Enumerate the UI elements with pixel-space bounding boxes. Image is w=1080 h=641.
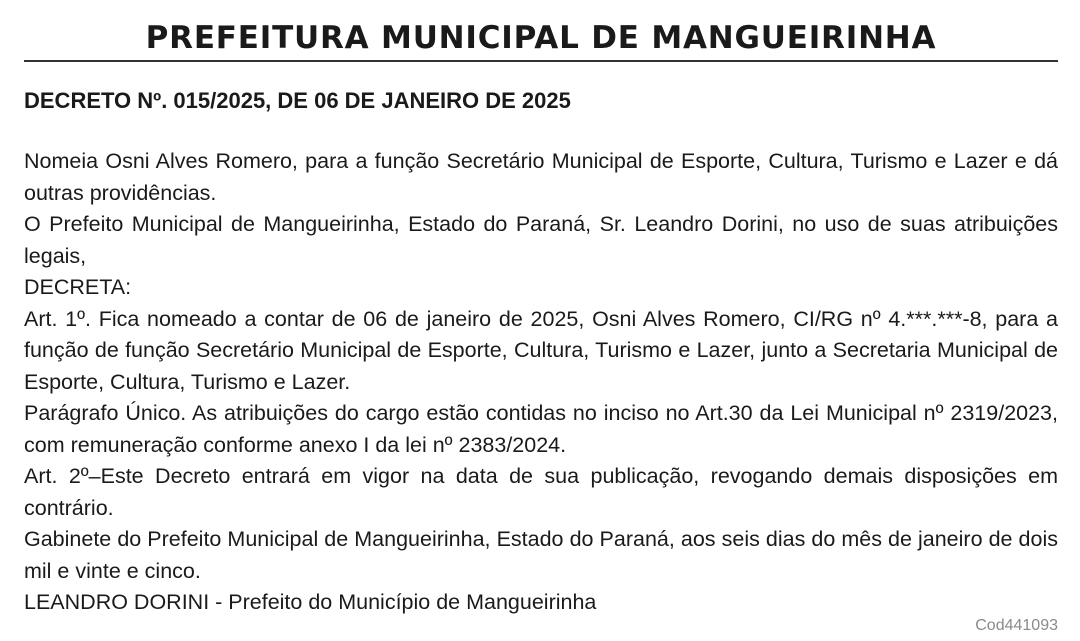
decree-article-1: Art. 1º. Fica nomeado a contar de 06 de janeiro de 2025, Osni Alves Romero, CI/RG nº 4.***.***-8, para a função de função Secretário Municipal de Esporte, Cultura, Turismo e Lazer, junto a Secretaria Municipal de Esporte, Cultura, Turismo e Lazer. [24,306,1058,394]
decree-signature: LEANDRO DORINI - Prefeito do Município de Mangueirinha [24,590,597,614]
decree-decreta: DECRETA: [24,275,132,299]
decree-title: DECRETO Nº. 015/2025, DE 06 DE JANEIRO DE 2025 [24,88,571,113]
decree-article-2: Art. 2º–Este Decreto entrará em vigor na data de sua publicação, revogando demais disposições em contrário. [24,464,1058,520]
document-code: Cod441093 [975,617,1058,634]
page-title: PREFEITURA MUNICIPAL DE MANGUEIRINHA [145,20,937,56]
decree-summary: Nomeia Osni Alves Romero, para a função Secretário Municipal de Esporte, Cultura, Turismo e Lazer e dá outras providências. [24,149,1058,205]
decree-closing: Gabinete do Prefeito Municipal de Mangueirinha, Estado do Paraná, aos seis dias do mês de janeiro de dois mil e vinte e cinco. [24,527,1058,583]
page-header [24,10,1058,62]
decree-preamble: O Prefeito Municipal de Mangueirinha, Estado do Paraná, Sr. Leandro Dorini, no uso de suas atribuições legais, [24,212,1058,268]
decree-sole-paragraph: Parágrafo Único. As atribuições do cargo estão contidas no inciso no Art.30 da Lei Municipal nº 2319/2023, com remuneração conforme anexo I da lei nº 2383/2024. [24,401,1058,457]
decree-body [24,146,1058,619]
